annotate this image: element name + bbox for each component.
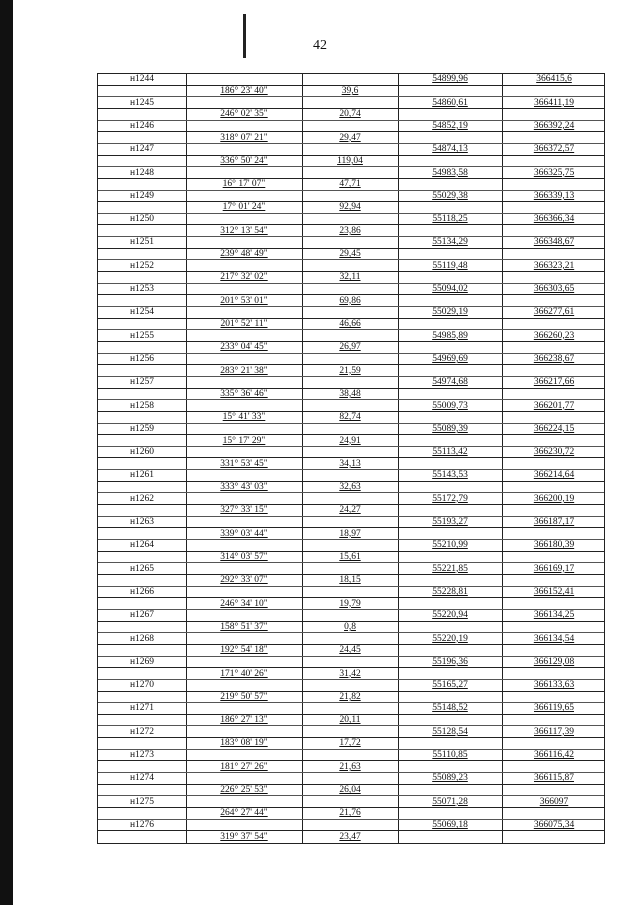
segment-length: 38,48 <box>339 388 361 399</box>
point-row <box>98 447 604 459</box>
segment-row <box>98 435 604 447</box>
segment-row <box>98 575 604 587</box>
coord-x: 55220,19 <box>432 633 468 644</box>
point-id: н1249 <box>129 190 155 201</box>
segment-row <box>98 365 604 377</box>
segment-row <box>98 645 604 657</box>
coord-x: 55029,19 <box>432 307 468 318</box>
point-id: н1265 <box>129 563 155 574</box>
point-row <box>98 424 604 436</box>
point-id: н1259 <box>129 423 155 434</box>
coord-x: 55113,42 <box>432 447 468 458</box>
direction-angle: 186° 23' 40" <box>220 85 268 96</box>
point-id: н1252 <box>129 260 155 271</box>
coord-y: 366134,25 <box>533 610 575 621</box>
segment-length: 21,82 <box>339 691 361 702</box>
coord-x: 55221,85 <box>432 563 468 574</box>
segment-row <box>98 319 604 331</box>
point-id: н1256 <box>129 353 155 364</box>
coord-x: 55172,79 <box>432 493 468 504</box>
segment-length: 32,11 <box>339 272 361 283</box>
point-row <box>98 214 604 226</box>
coord-x: 55228,81 <box>432 586 468 597</box>
direction-angle: 217° 32' 02" <box>220 272 268 283</box>
segment-length: 29,45 <box>339 249 361 260</box>
coord-y: 366260,23 <box>533 330 575 341</box>
coord-x: 55089,39 <box>432 423 468 434</box>
point-id: н1254 <box>129 307 155 318</box>
point-row <box>98 400 604 412</box>
segment-length: 32,63 <box>339 482 361 493</box>
direction-angle: 226° 25' 53" <box>220 785 268 796</box>
point-id: н1274 <box>129 773 155 784</box>
direction-angle: 327° 33' 15" <box>220 505 268 516</box>
point-id: н1271 <box>129 703 155 714</box>
direction-angle: 292° 33' 07" <box>220 575 268 586</box>
coord-y: 366187,17 <box>533 517 575 528</box>
coordinates-table <box>97 73 605 844</box>
coord-y: 366169,17 <box>533 563 575 574</box>
point-id: н1273 <box>129 750 155 761</box>
coord-x: 54985,89 <box>432 330 468 341</box>
point-row <box>98 703 604 715</box>
direction-angle: 319° 37' 54" <box>220 832 268 843</box>
point-id: н1276 <box>129 820 155 830</box>
coord-y: 366134,54 <box>533 633 575 644</box>
direction-angle: 201° 52' 11" <box>220 318 268 329</box>
point-row <box>98 97 604 109</box>
direction-angle: 246° 34' 10" <box>220 598 268 609</box>
left-binding-bar <box>0 0 13 905</box>
segment-row <box>98 761 604 773</box>
point-id: н1245 <box>129 97 155 108</box>
coord-x: 55110,85 <box>432 750 468 761</box>
coord-y: 366214,64 <box>533 470 575 481</box>
point-row <box>98 750 604 762</box>
segment-length: 0,8 <box>344 621 356 632</box>
segment-length: 82,74 <box>339 412 361 423</box>
coord-y: 366224,15 <box>533 423 575 434</box>
coord-x: 55119,48 <box>432 260 468 271</box>
coord-x: 55210,99 <box>432 540 468 551</box>
point-row <box>98 74 604 86</box>
segment-length: 119,04 <box>337 155 363 166</box>
coord-y: 366119,65 <box>533 703 575 714</box>
point-id: н1262 <box>129 493 155 504</box>
point-id: н1250 <box>129 214 155 225</box>
point-row <box>98 540 604 552</box>
coord-x: 54874,13 <box>432 144 468 155</box>
coord-x: 55148,52 <box>432 703 468 714</box>
point-id: н1247 <box>129 144 155 155</box>
point-row <box>98 260 604 272</box>
segment-row <box>98 831 604 843</box>
point-row <box>98 657 604 669</box>
direction-angle: 233° 04' 45" <box>220 342 268 353</box>
coord-x: 54852,19 <box>432 120 468 131</box>
point-row <box>98 191 604 203</box>
segment-length: 34,13 <box>339 458 361 469</box>
coord-y: 366201,77 <box>533 400 575 411</box>
coord-y: 366217,66 <box>533 377 575 388</box>
page-number: 42 <box>313 38 327 53</box>
point-id: н1253 <box>129 284 155 295</box>
coord-y: 366116,42 <box>533 750 575 761</box>
coord-x: 55089,23 <box>432 773 468 784</box>
direction-angle: 15° 17' 29" <box>222 435 266 446</box>
segment-row <box>98 342 604 354</box>
direction-angle: 201° 53' 01" <box>220 295 268 306</box>
point-row <box>98 820 604 832</box>
segment-row <box>98 202 604 214</box>
direction-angle: 183° 08' 19" <box>220 738 268 749</box>
segment-length: 23,86 <box>339 225 361 236</box>
point-id: н1257 <box>129 377 155 388</box>
segment-row <box>98 808 604 820</box>
coord-y: 366372,57 <box>533 144 575 155</box>
point-row <box>98 330 604 342</box>
point-row <box>98 470 604 482</box>
coord-y: 366117,39 <box>533 726 575 737</box>
point-row <box>98 121 604 133</box>
coord-y: 366348,67 <box>533 237 575 248</box>
point-row <box>98 377 604 389</box>
segment-row <box>98 179 604 191</box>
coord-y: 366200,19 <box>533 493 575 504</box>
direction-angle: 186° 27' 13" <box>220 715 268 726</box>
point-row <box>98 563 604 575</box>
segment-length: 26,04 <box>339 785 361 796</box>
point-id: н1261 <box>129 470 155 481</box>
segment-row <box>98 505 604 517</box>
coord-y: 366152,41 <box>533 586 575 597</box>
coord-y: 366238,67 <box>533 353 575 364</box>
direction-angle: 16° 17' 07" <box>222 179 266 190</box>
direction-angle: 219° 50' 57" <box>220 691 268 702</box>
point-id: н1248 <box>129 167 155 178</box>
point-id: н1266 <box>129 586 155 597</box>
direction-angle: 15° 41' 33" <box>222 412 266 423</box>
coord-x: 55165,27 <box>432 680 468 691</box>
segment-length: 24,91 <box>339 435 361 446</box>
point-id: н1268 <box>129 633 155 644</box>
segment-length: 19,79 <box>339 598 361 609</box>
coord-y: 366115,87 <box>533 773 575 784</box>
direction-angle: 17° 01' 24" <box>222 202 266 213</box>
point-id: н1258 <box>129 400 155 411</box>
segment-length: 20,11 <box>339 715 361 726</box>
coord-x: 55071,28 <box>432 796 468 807</box>
segment-length: 47,71 <box>339 179 361 190</box>
segment-length: 21,76 <box>339 808 361 819</box>
point-id: н1246 <box>129 120 155 131</box>
coord-x: 55118,25 <box>432 214 468 225</box>
direction-angle: 318° 07' 21" <box>220 132 268 143</box>
direction-angle: 312° 13' 54" <box>220 225 268 236</box>
direction-angle: 333° 43' 03" <box>220 482 268 493</box>
point-id: н1270 <box>129 680 155 691</box>
segment-row <box>98 132 604 144</box>
segment-row <box>98 295 604 307</box>
segment-length: 23,47 <box>339 832 361 843</box>
direction-angle: 171° 40' 26" <box>220 668 268 679</box>
coord-y: 366133,63 <box>533 680 575 691</box>
segment-row <box>98 389 604 401</box>
coord-x: 55196,36 <box>432 656 468 667</box>
coord-x: 54974,68 <box>432 377 468 388</box>
segment-length: 39,6 <box>341 85 359 96</box>
direction-angle: 192° 54' 18" <box>220 645 268 656</box>
coord-x: 55193,27 <box>432 517 468 528</box>
point-row <box>98 144 604 156</box>
coord-x: 54969,69 <box>432 353 468 364</box>
direction-angle: 339° 03' 44" <box>220 528 268 539</box>
coord-y: 366411,19 <box>533 97 575 108</box>
point-id: н1264 <box>129 540 155 551</box>
coord-x: 55009,73 <box>432 400 468 411</box>
segment-row <box>98 692 604 704</box>
segment-row <box>98 272 604 284</box>
coord-x: 55094,02 <box>432 284 468 295</box>
point-row <box>98 726 604 738</box>
segment-length: 24,27 <box>339 505 361 516</box>
segment-row <box>98 785 604 797</box>
coord-x: 55220,94 <box>432 610 468 621</box>
segment-length: 21,63 <box>339 761 361 772</box>
point-id: н1255 <box>129 330 155 341</box>
point-row <box>98 354 604 366</box>
direction-angle: 283° 21' 38" <box>220 365 268 376</box>
point-row <box>98 796 604 808</box>
coord-y: 366325,75 <box>533 167 575 178</box>
segment-row <box>98 552 604 564</box>
segment-length: 24,45 <box>339 645 361 656</box>
point-id: н1263 <box>129 517 155 528</box>
direction-angle: 335° 36' 46" <box>220 388 268 399</box>
point-row <box>98 167 604 179</box>
coord-y: 366366,34 <box>533 214 575 225</box>
segment-row <box>98 249 604 261</box>
coord-x: 55134,29 <box>432 237 468 248</box>
coord-y: 366129,08 <box>533 656 575 667</box>
coord-y: 366075,34 <box>533 820 575 830</box>
direction-angle: 331° 53' 45" <box>220 458 268 469</box>
segment-length: 15,61 <box>339 552 361 563</box>
coord-y: 366339,13 <box>533 190 575 201</box>
point-id: н1267 <box>129 610 155 621</box>
point-row <box>98 517 604 529</box>
segment-row <box>98 622 604 634</box>
point-row <box>98 610 604 622</box>
point-id: н1251 <box>129 237 155 248</box>
point-row <box>98 493 604 505</box>
coord-x: 55143,53 <box>432 470 468 481</box>
point-row <box>98 680 604 692</box>
segment-length: 69,86 <box>339 295 361 306</box>
segment-row <box>98 668 604 680</box>
coord-x: 55128,54 <box>432 726 468 737</box>
direction-angle: 314° 03' 57" <box>220 552 268 563</box>
segment-row <box>98 482 604 494</box>
point-id: н1275 <box>129 796 155 807</box>
segment-length: 18,15 <box>339 575 361 586</box>
point-row <box>98 587 604 599</box>
coord-x: 54860,61 <box>432 97 468 108</box>
segment-row <box>98 738 604 750</box>
segment-row <box>98 528 604 540</box>
direction-angle: 239° 48' 49" <box>220 249 268 260</box>
segment-row <box>98 109 604 121</box>
coord-y: 366323,21 <box>533 260 575 271</box>
coord-y: 366277,61 <box>533 307 575 318</box>
coord-y: 366392,24 <box>533 120 575 131</box>
direction-angle: 181° 27' 26" <box>220 761 268 772</box>
segment-length: 18,97 <box>339 528 361 539</box>
point-row <box>98 284 604 296</box>
segment-length: 20,74 <box>339 109 361 120</box>
segment-length: 46,66 <box>339 318 361 329</box>
segment-length: 29,47 <box>339 132 361 143</box>
point-row <box>98 307 604 319</box>
coord-x: 54983,58 <box>432 167 468 178</box>
coord-y: 366180,39 <box>533 540 575 551</box>
segment-row <box>98 86 604 98</box>
coord-y: 366303,65 <box>533 284 575 295</box>
segment-row <box>98 412 604 424</box>
direction-angle: 158° 51' 37" <box>220 621 268 632</box>
segment-row <box>98 225 604 237</box>
coord-x: 55069,18 <box>432 820 468 830</box>
coord-x: 55029,38 <box>432 190 468 201</box>
point-id: н1244 <box>129 74 155 85</box>
direction-angle: 336° 50' 24" <box>220 155 268 166</box>
segment-row <box>98 459 604 471</box>
direction-angle: 264° 27' 44" <box>220 808 268 819</box>
point-row <box>98 237 604 249</box>
segment-row <box>98 598 604 610</box>
segment-length: 17,72 <box>339 738 361 749</box>
point-id: н1260 <box>129 447 155 458</box>
coord-y: 366230,72 <box>533 447 575 458</box>
segment-length: 26,97 <box>339 342 361 353</box>
segment-row <box>98 156 604 168</box>
point-id: н1272 <box>129 726 155 737</box>
coord-x: 54899,96 <box>432 74 468 85</box>
segment-length: 21,59 <box>339 365 361 376</box>
coord-y: 366097 <box>539 796 569 807</box>
segment-length: 92,94 <box>339 202 361 213</box>
point-row <box>98 773 604 785</box>
segment-row <box>98 715 604 727</box>
coord-y: 366415,6 <box>536 74 572 85</box>
point-row <box>98 633 604 645</box>
direction-angle: 246° 02' 35" <box>220 109 268 120</box>
point-id: н1269 <box>129 656 155 667</box>
segment-length: 31,42 <box>339 668 361 679</box>
